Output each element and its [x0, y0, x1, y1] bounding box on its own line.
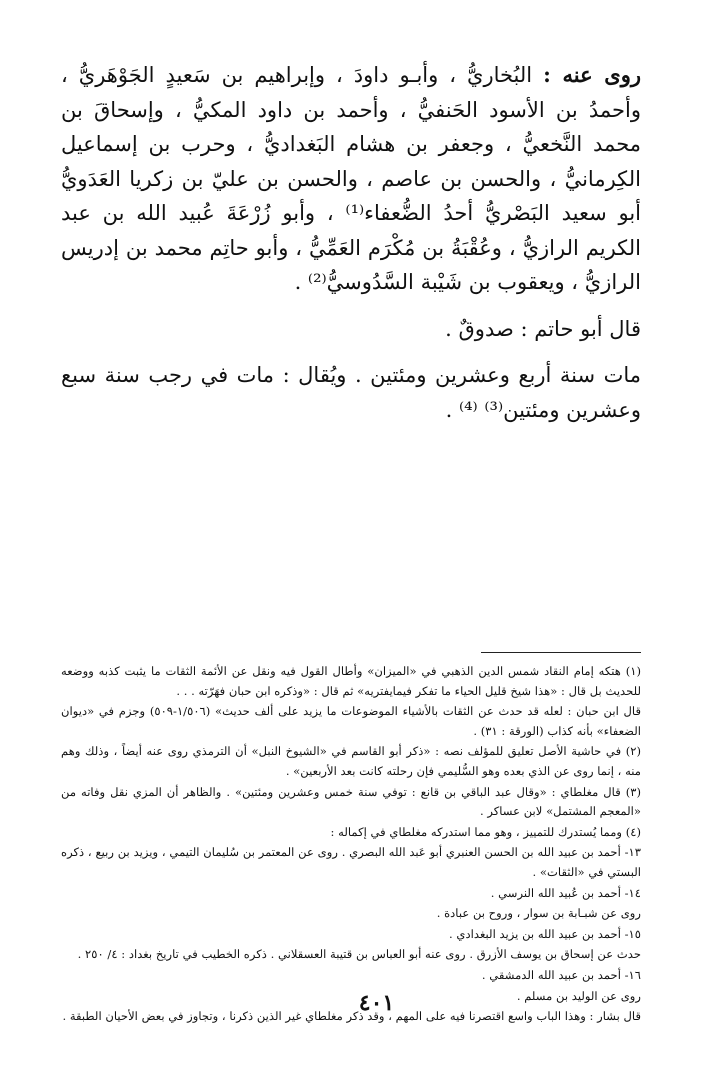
death-date-paragraph: مات سنة أربع وعشرين ومئتين . ويُقال : مات في رجب سنة سبع وعشرين ومئتين⁽³⁾ ⁽⁴⁾ . [61, 363, 641, 422]
main-text [61, 58, 641, 427]
entry-13: ١٣- أحمد بن عبيد الله بن الحسن العنبري أبو عَبد الله البصري . روى عن المعتمر بن سُليمان التيمي ، ويزيد بن ربيع ، ذكره البستي في «الثقات» . [61, 845, 641, 879]
footnote-3: (٣) قال مغلطاي : «وقال عبد الباقي بن قانع : توفي سنة خمس وعشرين ومئتين» . والظاهر أن المزي نقل وفاته من «المعجم المشتمل» لابن عساكر . [61, 784, 641, 819]
entry-15-detail: حدث عن إسحاق بن يوسف الأزرق . روى عنه أبو العباس بن قتيبة العسقلاني . ذكره الخطيب في تاريخ بغداد : ٤/ ٢٥٠ . [77, 947, 641, 962]
abu-hatim-statement: قال أبو حاتم : صدوقٌ . [445, 316, 641, 341]
bashar-note: قال بشار : وهذا الباب واسع اقتصرنا فيه على المهم ، وقد ذكر مغلطاي غير الذين ذكرنا ، وتجاوز في بعض الأحيان الطبقة . [62, 1009, 641, 1024]
narrators-label: روى عنه : [543, 62, 641, 87]
entry-14: ١٤- أحمد بن عُبيد الله النرسي . [490, 885, 641, 900]
footnote-1-continued: قال ابن حبان : لعله قد حدث عن الثقات بالأشياء الموضوعات ما يزيد على ألف حديث» (١/٥٠٦-٥٠٩) وجزم في «ديوان الضعفاء» بأنه كذاب (الورقة : ٣١) . [61, 704, 641, 738]
narrators-paragraph [61, 58, 641, 300]
footnote-4: (٤) ومما يُستدرك للتمييز ، وهو مما استدركه مغلطاي في إكماله : [330, 824, 641, 839]
page-number: ٤٠١ [358, 990, 395, 1016]
entry-16-detail: روى عن الوليد بن مسلم . [516, 988, 641, 1003]
narrators-list: البُخاريُّ ، وأبـو داودَ ، وإبراهيم بن سَعيدٍ الجَوْهَريُّ ، وأحمدُ بن الأسود الحَنفيُّ ، وأحمد بن داود المكيُّ ، وإسحاقَ بن محمد النَّخعيُّ ، وجعفر بن هشام البَغداديُّ ، وحرب بن إسماعيل الكِرمانيُّ ، والحسن بن عاصم ، والحسن بن عليّ بن زكريا العَدَويُّ أبو سعيد البَصْريُّ أحدُ الضُّعفاء⁽¹⁾ ، وأبو زُرْعَةَ عُبيد الله بن عبد الكريم الرازيُّ ، وعُقْبَةُ بن مُكْرَم العَمِّيُّ ، وأبو حاتِم محمد بن إدريس الرازيُّ ، ويعقوب بن شَيْبة السَّدُوسيُّ⁽²⁾ . [61, 63, 642, 294]
entry-16: ١٦- أحمد بن عبيد الله الدمشقي . [481, 967, 641, 982]
footnote-2: (٢) في حاشية الأصل تعليق للمؤلف نصه : «ذكر أبو القاسم في «الشيوخ النبل» أن الترمذي روى عنه أيضاً ، وذلك وهم منه ، إنما روى عن الذي بعده وهو السُّليمي فإن رحلته كانت بعد الأربعين» . [61, 744, 641, 778]
footnote-1: (١) هتكه إمام النقاد شمس الدين الذهبي في «الميزان» وأطال القول فيه ونقل عن الأئمة الثقات ما يثبت كذبه ووضعه للحديث بل قال : «هذا شيخ قليل الحياء ما تفكر فيمايفتريه» ثم قال : «وذكره ابن حبان فهَرّته . . . [61, 664, 641, 698]
footnote-separator [481, 652, 641, 653]
footnotes [61, 662, 641, 1028]
entry-15: ١٥- أحمد بن عبيد الله بن يزيد البغدادي . [449, 926, 641, 941]
entry-14-detail: روى عن شبـابة بن سوار ، وروح بن عبادة . [436, 906, 641, 921]
